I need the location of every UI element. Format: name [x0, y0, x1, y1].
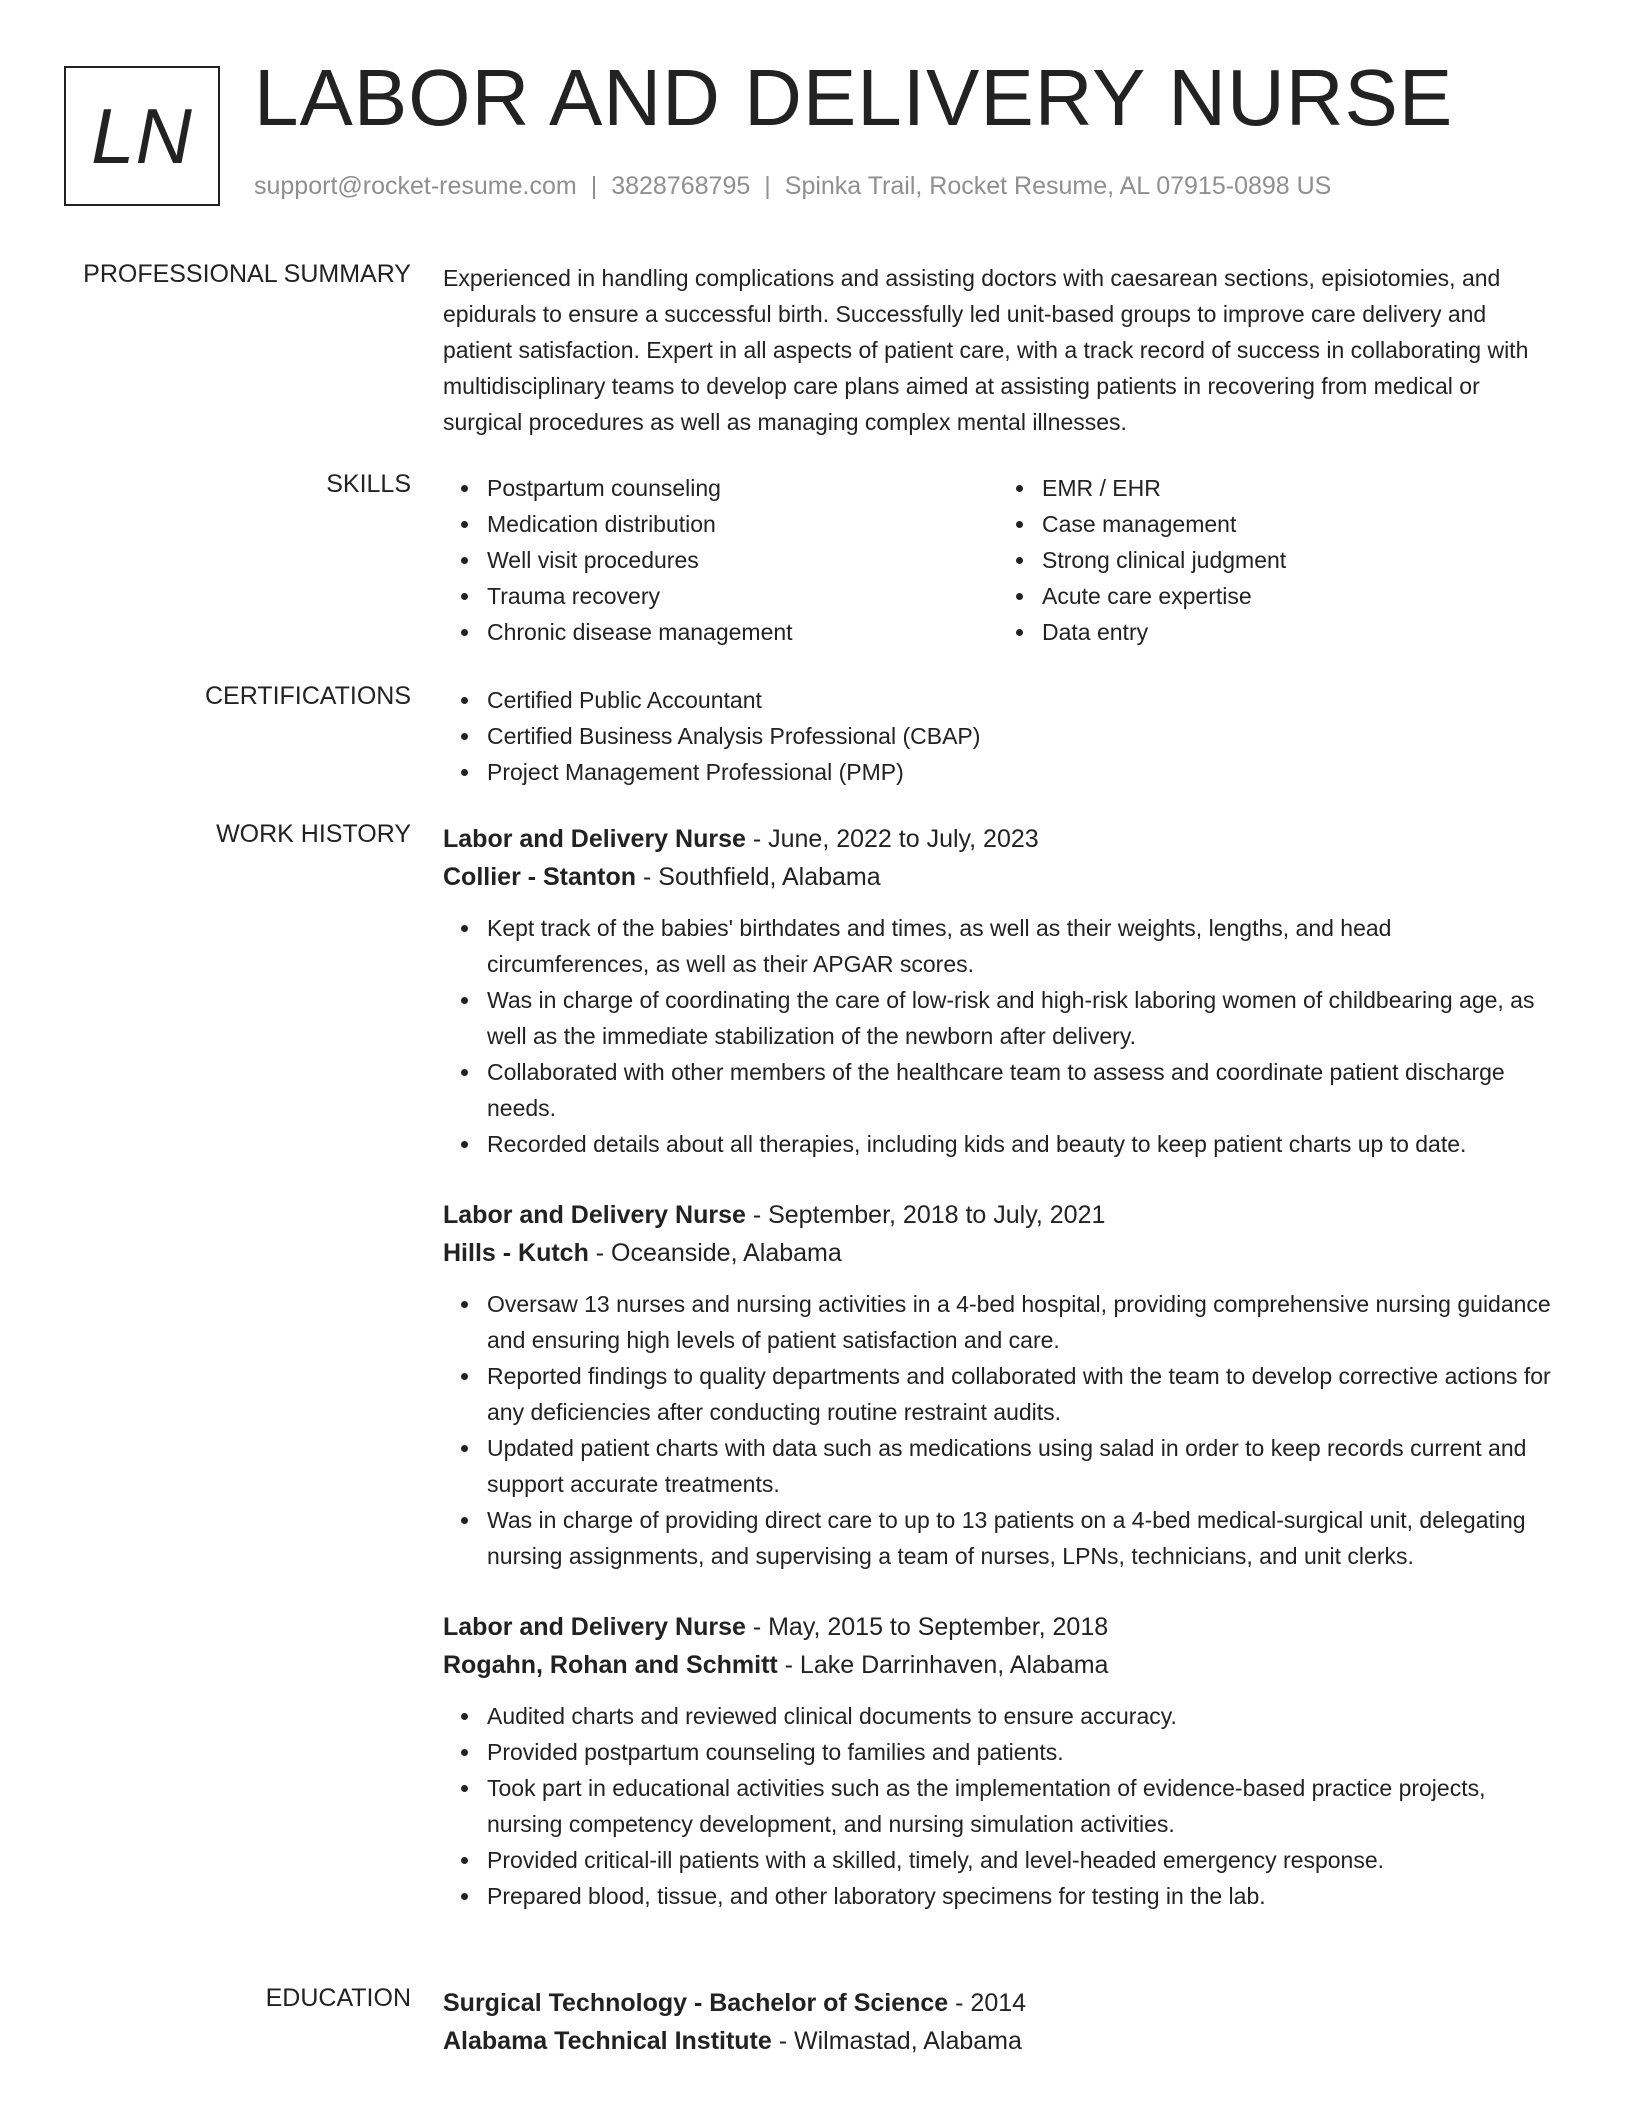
certification-item: Certified Business Analysis Professional (CBAP)	[487, 718, 1553, 754]
certifications-list	[443, 682, 1553, 790]
job-heading	[443, 1608, 1553, 1646]
job-bullet: Prepared blood, tissue, and other laboratory specimens for testing in the lab.	[487, 1878, 1553, 1914]
job-bullet: Provided postpartum counseling to families and patients.	[487, 1734, 1553, 1770]
job-dates: - June, 2022 to July, 2023	[745, 825, 1039, 853]
job-company: Rogahn, Rohan and Schmitt	[443, 1651, 778, 1679]
job-bullet: Was in charge of coordinating the care of low-risk and high-risk laboring women of childbearing age, as well as the immediate stabilization of the newborn after delivery.	[487, 982, 1553, 1054]
job-title: Labor and Delivery Nurse	[443, 1201, 746, 1229]
job-bullets	[443, 910, 1553, 1162]
work-history-content	[443, 820, 1553, 1914]
job-bullet: Was in charge of providing direct care to up to 13 patients on a 4-bed medical-surgical unit, delegating nursing assignments, and supervising a team of nurses, LPNs, technicians, and unit clerks.	[487, 1502, 1553, 1574]
job-employer	[443, 1234, 1553, 1272]
contact-phone[interactable]: 3828768795	[611, 172, 751, 200]
job-title: Labor and Delivery Nurse	[443, 1613, 746, 1641]
job-location: - Lake Darrinhaven, Alabama	[777, 1651, 1109, 1679]
job-employer	[443, 1646, 1553, 1684]
contact-email[interactable]: support@rocket-resume.com	[254, 172, 577, 200]
job-heading	[443, 820, 1553, 858]
job-bullets	[443, 1698, 1553, 1914]
job-bullet: Collaborated with other members of the healthcare team to assess and coordinate patient discharge needs.	[487, 1054, 1553, 1126]
job-dates: - September, 2018 to July, 2021	[745, 1201, 1106, 1229]
job-employer	[443, 858, 1553, 896]
job-dates: - May, 2015 to September, 2018	[745, 1613, 1109, 1641]
education-degree: Surgical Technology - Bachelor of Science	[443, 1989, 949, 2017]
job-heading	[443, 1196, 1553, 1234]
job-location: - Southfield, Alabama	[636, 863, 881, 891]
summary-text: Experienced in handling complications and assisting doctors with caesarean sections, episiotomies, and epidurals to ensure a successful birth. Successfully led unit-based groups to improve care delivery and patient satisfaction. Expert in all aspects of patient care, with a track record of success in collaborating with multidisciplinary teams to develop care plans aimed at assisting patients in recovering from medical or surgical procedures as well as managing complex mental illnesses.	[443, 265, 1529, 435]
contact-separator: |	[764, 172, 771, 200]
skill-item: Medication distribution	[487, 506, 998, 542]
contact-separator: |	[590, 172, 598, 200]
skill-item: EMR / EHR	[1042, 470, 1553, 506]
skill-item: Data entry	[1042, 614, 1553, 650]
job-bullet: Audited charts and reviewed clinical documents to ensure accuracy.	[487, 1698, 1553, 1734]
education-degree-line	[443, 1984, 1553, 2022]
certifications-content	[443, 682, 1553, 790]
section-label-certifications: CERTIFICATIONS	[204, 682, 411, 710]
skill-item: Well visit procedures	[487, 542, 998, 578]
education-content	[443, 1984, 1553, 2060]
job-bullet: Updated patient charts with data such as medications using salad in order to keep records current and support accurate treatments.	[487, 1430, 1553, 1502]
education-year: - 2014	[948, 1989, 1027, 2017]
job-title: Labor and Delivery Nurse	[443, 825, 746, 853]
education-school: Alabama Technical Institute	[443, 2027, 772, 2055]
skill-item: Postpartum counseling	[487, 470, 998, 506]
resume-title: LABOR AND DELIVERY NURSE	[254, 53, 1454, 142]
monogram-logo: LN	[64, 66, 220, 206]
section-label-skills: SKILLS	[326, 470, 411, 498]
contact-address: Spinka Trail, Rocket Resume, AL 07915-0898 US	[784, 172, 1332, 200]
job-bullet: Recorded details about all therapies, including kids and beauty to keep patient charts up to date.	[487, 1126, 1553, 1162]
job-bullet: Oversaw 13 nurses and nursing activities in a 4-bed hospital, providing comprehensive nursing guidance and ensuring high levels of patient satisfaction and care.	[487, 1286, 1553, 1358]
education-location: - Wilmastad, Alabama	[771, 2027, 1022, 2055]
skill-item: Chronic disease management	[487, 614, 998, 650]
section-label-work-history: WORK HISTORY	[216, 820, 411, 848]
job-entry	[443, 1196, 1553, 1574]
skill-item: Strong clinical judgment	[1042, 542, 1553, 578]
skill-item: Acute care expertise	[1042, 578, 1553, 614]
job-entry	[443, 1608, 1553, 1914]
skills-content	[443, 470, 1553, 650]
section-label-education: EDUCATION	[265, 1984, 411, 2012]
job-company: Hills - Kutch	[443, 1239, 589, 1267]
contact-line	[254, 172, 1331, 201]
skill-item: Case management	[1042, 506, 1553, 542]
job-company: Collier - Stanton	[443, 863, 637, 891]
skills-list-right	[998, 470, 1553, 650]
job-bullet: Reported findings to quality departments and collaborated with the team to develop corrective actions for any deficiencies after conducting routine restraint audits.	[487, 1358, 1553, 1430]
job-bullet: Provided critical-ill patients with a skilled, timely, and level-headed emergency response.	[487, 1842, 1553, 1878]
job-bullet: Kept track of the babies' birthdates and times, as well as their weights, lengths, and head circumferences, as well as their APGAR scores.	[487, 910, 1553, 982]
certification-item: Certified Public Accountant	[487, 682, 1553, 718]
summary-content	[443, 260, 1553, 440]
section-label-summary: PROFESSIONAL SUMMARY	[83, 260, 411, 288]
skills-list-left	[443, 470, 998, 650]
job-location: - Oceanside, Alabama	[588, 1239, 842, 1267]
job-bullets	[443, 1286, 1553, 1574]
job-entry	[443, 820, 1553, 1162]
job-bullet: Took part in educational activities such as the implementation of evidence-based practice projects, nursing competency development, and nursing simulation activities.	[487, 1770, 1553, 1842]
certification-item: Project Management Professional (PMP)	[487, 754, 1553, 790]
skill-item: Trauma recovery	[487, 578, 998, 614]
education-school-line	[443, 2022, 1553, 2060]
